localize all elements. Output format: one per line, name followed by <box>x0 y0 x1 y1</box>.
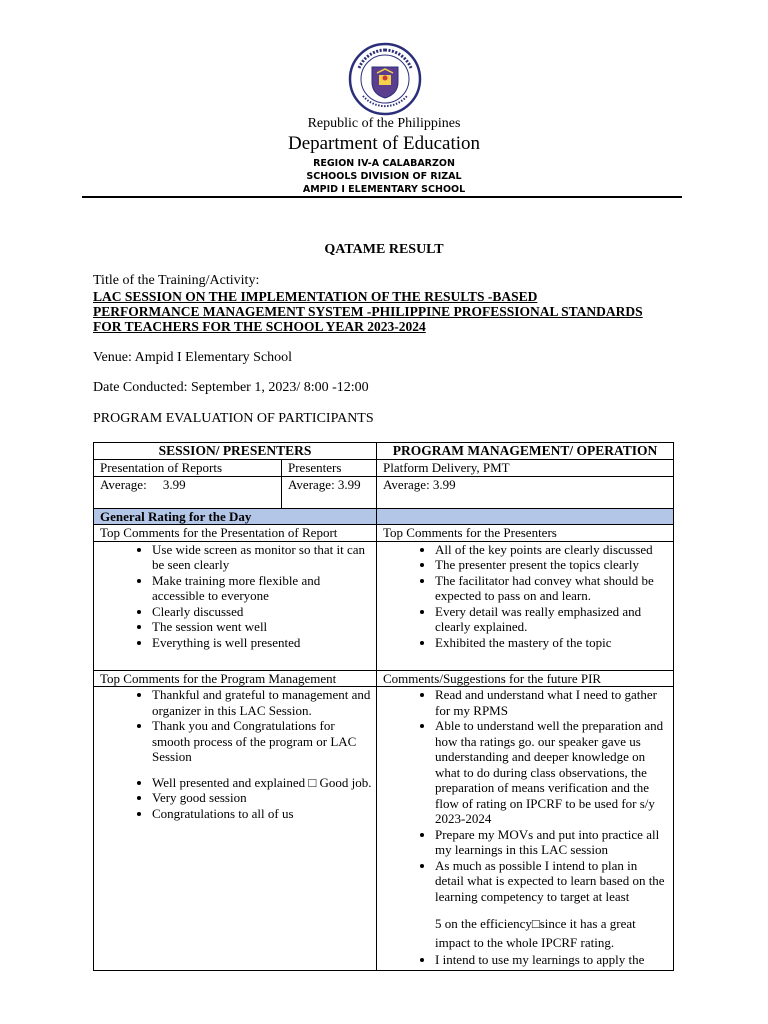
date-line: Date Conducted: September 1, 2023/ 8:00 -12:00 <box>93 380 369 395</box>
suggestions-cell <box>377 687 674 971</box>
header-divider <box>82 196 682 198</box>
training-title-line-2: PERFORMANCE MANAGEMENT SYSTEM -PHILIPPINE PROFESSIONAL STANDARDS <box>93 304 643 319</box>
list-item: • Thank you and Congratulations for smooth process of the program or LAC Session <box>152 718 372 765</box>
list-item: • The session went well <box>152 619 372 635</box>
training-title-line-3: FOR TEACHERS FOR THE SCHOOL YEAR 2023-2024 <box>93 319 426 334</box>
list-item: • Prepare my MOVs and put into practice all my learnings in this LAC session <box>435 827 669 858</box>
section-heading: PROGRAM EVALUATION OF PARTICIPANTS <box>93 411 374 426</box>
suggestions-list-tail <box>383 952 673 968</box>
list-item: • Exhibited the mastery of the topic <box>435 635 669 651</box>
list-item: • As much as possible I intend to plan in detail what is expected to learn based on the learning competency to target at least <box>435 858 669 905</box>
suggestion-continuation: 5 on the efficiency□since it has a great impact to the whole IPCRF rating. <box>435 916 636 950</box>
suggestions-list <box>383 687 673 904</box>
list-item: • Congratulations to all of us <box>152 806 372 822</box>
training-title-line-1: LAC SESSION ON THE IMPLEMENTATION OF THE RESULTS -BASED <box>93 289 538 304</box>
comments-report-list <box>100 542 376 651</box>
average-presenters: Average: 3.99 <box>282 476 377 508</box>
school-line: AMPID I ELEMENTARY SCHOOL <box>302 184 466 195</box>
session-presenters-header: SESSION/ PRESENTERS <box>94 443 377 460</box>
training-label: Title of the Training/Activity: <box>93 273 260 288</box>
comments-report-cell <box>94 541 377 670</box>
general-rating-value <box>377 508 674 525</box>
list-item: • Thankful and grateful to management and organizer in this LAC Session. <box>152 687 372 718</box>
comments-report-header: Top Comments for the Presentation of Report <box>94 525 377 542</box>
evaluation-table <box>93 442 674 971</box>
list-item: • Every detail was really emphasized and clearly explained. <box>435 604 669 635</box>
comments-pm-header: Top Comments for the Program Management <box>94 670 377 687</box>
average-platform: Average: 3.99 <box>377 476 674 508</box>
list-item: • Clearly discussed <box>152 604 372 620</box>
deped-seal-logo <box>348 42 422 116</box>
list-item: • Make training more flexible and accessible to everyone <box>152 573 372 604</box>
list-item: • I intend to use my learnings to apply the <box>435 952 669 968</box>
average-reports: Average: 3.99 <box>94 476 282 508</box>
presenters-label: Presenters <box>282 460 377 477</box>
republic-line: Republic of the Philippines <box>307 116 461 131</box>
division-line: SCHOOLS DIVISION OF RIZAL <box>306 171 462 182</box>
general-rating-label: General Rating for the Day <box>94 508 377 525</box>
list-item: • Very good session <box>152 790 372 806</box>
comments-presenters-list <box>383 542 673 651</box>
list-item: • All of the key points are clearly discussed <box>435 542 669 558</box>
comments-presenters-header: Top Comments for the Presenters <box>377 525 674 542</box>
platform-delivery-label: Platform Delivery, PMT <box>377 460 674 477</box>
list-item: • Read and understand what I need to gather for my RPMS <box>435 687 669 718</box>
list-item: • The facilitator had convey what should be expected to pass on and learn. <box>435 573 669 604</box>
comments-pm-list <box>100 687 376 821</box>
comments-presenters-cell <box>377 541 674 670</box>
document-title: QATAME RESULT <box>324 242 444 257</box>
list-item: • Able to understand well the preparation and how tha ratings go. our speaker gave us understanding and deeper knowledge on what to do during class observations, the preparation of means verification and the flow of rating on IPCRF to be used for s/y 2023-2024 <box>435 718 669 827</box>
department-name: Department of Education <box>287 133 481 154</box>
region-line: REGION IV-A CALABARZON <box>313 158 455 169</box>
program-management-header: PROGRAM MANAGEMENT/ OPERATION <box>377 443 674 460</box>
list-item: • Use wide screen as monitor so that it can be seen clearly <box>152 542 372 573</box>
list-item: • Everything is well presented <box>152 635 372 651</box>
venue-line: Venue: Ampid I Elementary School <box>93 350 293 365</box>
list-item: • The presenter present the topics clearly <box>435 557 669 573</box>
suggestions-header: Comments/Suggestions for the future PIR <box>377 670 674 687</box>
list-item: • Well presented and explained □ Good job. <box>152 775 372 791</box>
presentation-reports-label: Presentation of Reports <box>94 460 282 477</box>
comments-pm-cell <box>94 687 377 971</box>
